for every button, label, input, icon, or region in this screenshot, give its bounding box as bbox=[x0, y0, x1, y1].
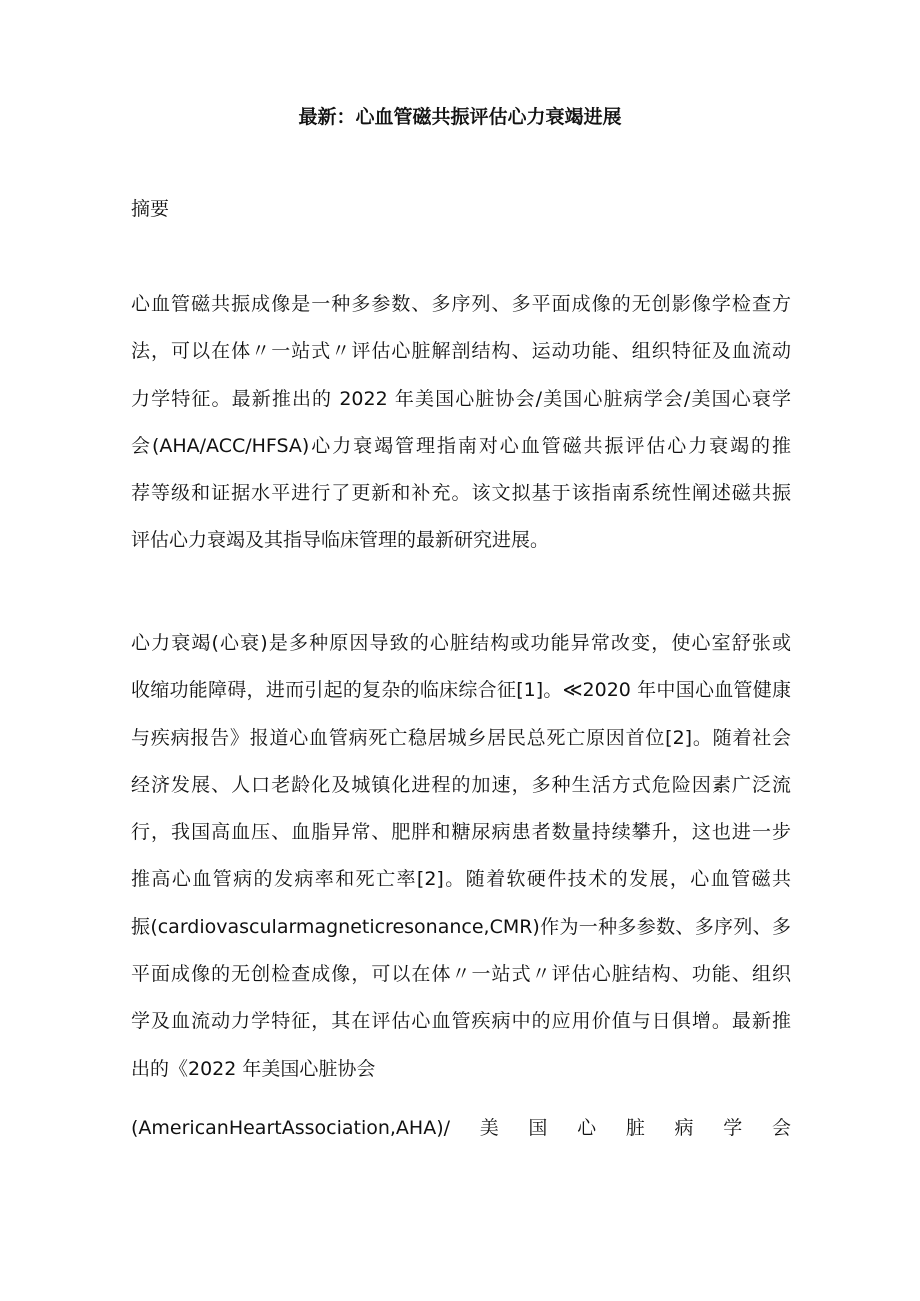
spaced-text-part: 心 bbox=[577, 1117, 597, 1139]
paragraph-line: 会(AHA/ACC/HFSA)心力衰竭管理指南对心血管磁共振评估心力衰竭的推 bbox=[131, 434, 791, 457]
abstract-paragraph bbox=[131, 281, 791, 565]
paragraph-line: 心血管磁共振成像是一种多参数、多序列、多平面成像的无创影像学检查方 bbox=[131, 293, 791, 315]
spaced-text-part: 国 bbox=[528, 1117, 548, 1139]
paragraph-line: 法，可以在体〃一站式〃评估心脏解剖结构、运动功能、组织特征及血流动 bbox=[131, 340, 791, 363]
spaced-text-part: (AmericanHeartAssociation,AHA)/ bbox=[131, 1117, 451, 1139]
spaced-text-part: 病 bbox=[674, 1117, 694, 1139]
paragraph-line: 推高心血管病的发病率和死亡率[2]。随着软硬件技术的发展，心血管磁共 bbox=[131, 868, 791, 891]
paragraph-line: 经济发展、人口老龄化及城镇化进程的加速，多种生活方式危险因素广泛流 bbox=[131, 773, 791, 796]
body-paragraph bbox=[131, 620, 791, 1093]
spaced-text-part: 学 bbox=[723, 1117, 743, 1139]
spaced-text-part: 美 bbox=[479, 1117, 499, 1139]
paragraph-line: 振(cardiovascularmagneticresonance,CMR)作为一种多参数、多序列、多 bbox=[131, 915, 791, 938]
paragraph-line: 学及血流动力学特征，其在评估心血管疾病中的应用价值与日俱增。最新推 bbox=[131, 1010, 791, 1033]
paragraph-line: 与疾病报告》报道心血管病死亡稳居城乡居民总死亡原因首位[2]。随着社会 bbox=[131, 726, 791, 749]
paragraph-line: 收缩功能障碍，进而引起的复杂的临床综合征[1]。≪2020 年中国心血管健康 bbox=[131, 679, 791, 702]
paragraph-line: 心力衰竭(心衰)是多种原因导致的心脏结构或功能异常改变，使心室舒张或 bbox=[131, 632, 791, 654]
spaced-text-line bbox=[131, 1114, 791, 1142]
page-title: 最新：心血管磁共振评估心力衰竭进展 bbox=[298, 106, 622, 128]
abstract-heading: 摘要 bbox=[131, 198, 170, 220]
paragraph-line: 平面成像的无创检查成像，可以在体〃一站式〃评估心脏结构、功能、组织 bbox=[131, 963, 791, 986]
paragraph-line: 行，我国高血压、血脂异常、肥胖和糖尿病患者数量持续攀升，这也进一步 bbox=[131, 821, 791, 844]
paragraph-line: 出的《2022 年美国心脏协会 bbox=[131, 1057, 376, 1080]
spaced-text-part: 脏 bbox=[625, 1117, 645, 1139]
paragraph-line: 荐等级和证据水平进行了更新和补充。该文拟基于该指南系统性阐述磁共振 bbox=[131, 482, 791, 505]
paragraph-line: 力学特征。最新推出的 2022 年美国心脏协会/美国心脏病学会/美国心衰学 bbox=[131, 387, 791, 410]
paragraph-line: 评估心力衰竭及其指导临床管理的最新研究进展。 bbox=[131, 529, 550, 552]
spaced-text-part: 会 bbox=[771, 1117, 791, 1139]
